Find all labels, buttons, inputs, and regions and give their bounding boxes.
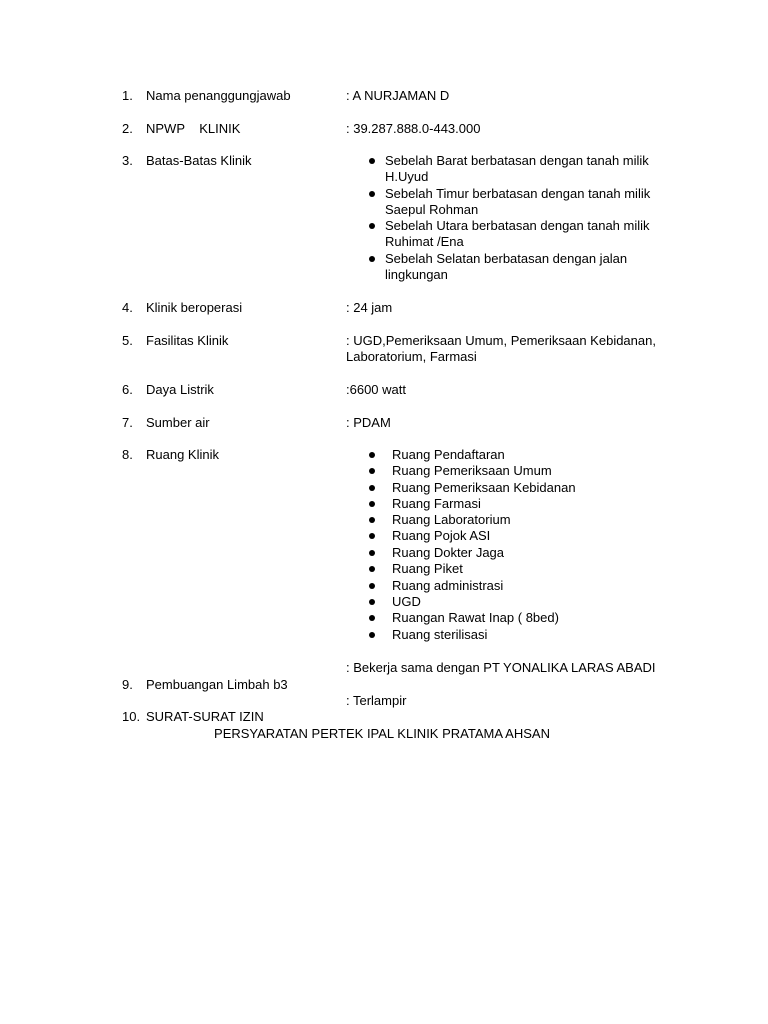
item-value: : 39.287.888.0-443.000 — [346, 121, 481, 136]
list-item: Ruangan Rawat Inap ( 8bed) — [392, 610, 559, 625]
bullet-icon — [369, 256, 375, 262]
bullet-icon — [369, 191, 375, 197]
list-item: Ruang sterilisasi — [392, 627, 488, 642]
list-item-continuation: H.Uyud — [385, 169, 429, 184]
item-label: Fasilitas Klinik — [146, 333, 229, 348]
item-label: SURAT-SURAT IZIN — [146, 709, 264, 724]
bullet-icon — [369, 599, 375, 605]
item-value: : Terlampir — [346, 693, 407, 708]
bullet-icon — [369, 566, 375, 572]
bullet-icon — [369, 533, 375, 539]
item-label: Nama penanggungjawab — [146, 88, 291, 103]
item-value: : PDAM — [346, 415, 391, 430]
list-item: Ruang Laboratorium — [392, 512, 511, 527]
list-item: Ruang Farmasi — [392, 496, 481, 511]
list-item: Sebelah Barat berbatasan dengan tanah milik — [385, 153, 649, 168]
bullet-icon — [369, 615, 375, 621]
bullet-icon — [369, 517, 375, 523]
list-item: Sebelah Timur berbatasan dengan tanah milik — [385, 186, 651, 201]
item-number: 5. — [122, 333, 133, 348]
item-number: 9. — [122, 677, 133, 692]
list-item-continuation: Saepul Rohman — [385, 202, 479, 217]
item-label: Klinik beroperasi — [146, 300, 243, 315]
item-number: 8. — [122, 447, 133, 462]
item-number: 4. — [122, 300, 133, 315]
item-value: : UGD,Pemeriksaan Umum, Pemeriksaan Kebidanan, — [346, 333, 656, 348]
item-number: 7. — [122, 415, 133, 430]
item-number: 1. — [122, 88, 133, 103]
list-item: Ruang Pendaftaran — [392, 447, 505, 462]
list-item: Sebelah Selatan berbatasan dengan jalan — [385, 251, 628, 266]
bullet-icon — [369, 485, 375, 491]
bullet-icon — [369, 468, 375, 474]
item-label: Ruang Klinik — [146, 447, 219, 462]
item-number: 2. — [122, 121, 133, 136]
item-label: Batas-Batas Klinik — [146, 153, 252, 168]
item-value: :6600 watt — [346, 382, 406, 397]
list-item: Ruang administrasi — [392, 578, 504, 593]
item-value: : Bekerja sama dengan PT YONALIKA LARAS ABADI — [346, 660, 656, 675]
item-value: : 24 jam — [346, 300, 393, 315]
item-label: NPWP KLINIK — [146, 121, 241, 136]
item-label: Daya Listrik — [146, 382, 214, 397]
item-label: Pembuangan Limbah b3 — [146, 677, 288, 692]
item-number: 3. — [122, 153, 133, 168]
list-item: Ruang Pemeriksaan Kebidanan — [392, 480, 576, 495]
list-item: Ruang Piket — [392, 561, 463, 576]
bullet-icon — [369, 501, 375, 507]
item-label: Sumber air — [146, 415, 210, 430]
list-item: UGD — [392, 594, 421, 609]
bullet-icon — [369, 632, 375, 638]
bullet-icon — [369, 583, 375, 589]
list-item: Ruang Pojok ASI — [392, 528, 491, 543]
bullet-icon — [369, 452, 375, 458]
bullet-icon — [369, 158, 375, 164]
list-item: Sebelah Utara berbatasan dengan tanah milik — [385, 218, 650, 233]
list-item: Ruang Pemeriksaan Umum — [392, 463, 552, 478]
item-value: : A NURJAMAN D — [346, 88, 450, 103]
item-number: 6. — [122, 382, 133, 397]
item-value-continuation: Laboratorium, Farmasi — [346, 349, 477, 364]
list-item: Ruang Dokter Jaga — [392, 545, 505, 560]
item-number: 10. — [122, 709, 141, 724]
bullet-icon — [369, 223, 375, 229]
bullet-icon — [369, 550, 375, 556]
document-title: PERSYARATAN PERTEK IPAL KLINIK PRATAMA AHSAN — [214, 726, 550, 741]
list-item-continuation: Ruhimat /Ena — [385, 234, 464, 249]
list-item-continuation: lingkungan — [385, 267, 448, 282]
